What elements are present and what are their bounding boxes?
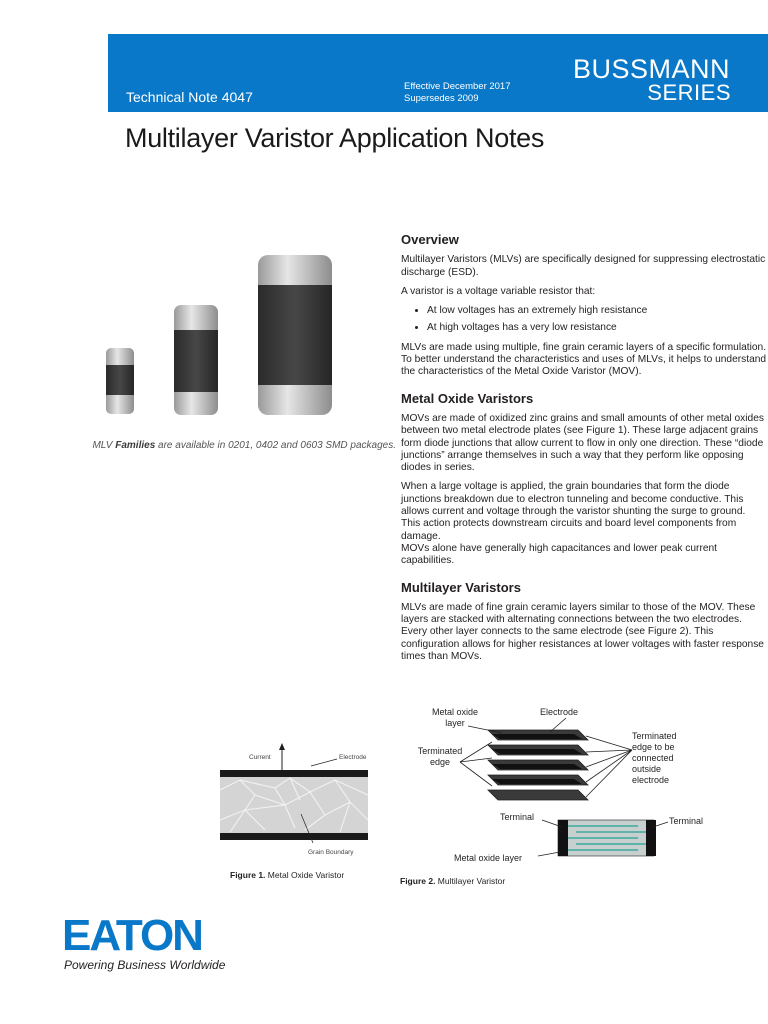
brand-series: SERIES	[647, 80, 731, 105]
brand-name: BUSSMANN	[572, 54, 730, 84]
mov-heading: Metal Oxide Varistors	[401, 390, 534, 406]
terminal-right-label: Terminal	[669, 816, 704, 826]
varistor-properties-list	[401, 305, 767, 335]
metal-oxide-layer-label-bottom: Metal oxide layer	[454, 853, 523, 863]
electrode-label-fig2: Electrode	[540, 707, 579, 717]
current-label: Current	[249, 754, 271, 761]
header-banner	[108, 34, 768, 112]
figure-1-caption: Figure 1. Metal Oxide Varistor	[230, 870, 345, 880]
eaton-tagline: Powering Business Worldwide	[64, 958, 226, 972]
overview-paragraph-3: MLVs are made using multiple, fine grain ceramic layers of a specific formulation. To better understand the characteristics and uses of MLVs, it helps to understand the characteristics of the Metal Oxide Varistor (MOV).	[401, 341, 767, 378]
photo-caption: MLV Families are available in 0201, 0402 and 0603 SMD packages.	[92, 440, 396, 451]
overview-heading: Overview	[401, 232, 459, 247]
terminal-left-label: Terminal	[500, 812, 535, 822]
body-column	[401, 234, 767, 670]
top-electrode	[220, 770, 368, 777]
stacked-layers	[488, 730, 588, 800]
chip-0201	[106, 348, 134, 414]
overview-paragraph-1: Multilayer Varistors (MLVs) are specifically designed for suppressing electrostatic discharge (ESD).	[401, 254, 766, 278]
caption-emphasis: Families	[115, 440, 156, 451]
effective-info	[404, 81, 511, 105]
mlv-heading: Multilayer Varistors	[401, 579, 521, 595]
mov-paragraph-1: MOVs are made of oxidized zinc grains and small amounts of other metal oxides between two metal electrode plates (see Figure 1). These large adjacent grains form diode junctions that allow current to flow in only one direction. These “diode junctions” arrange themselves in such a way that they perform like opposing diodes in series.	[401, 412, 764, 474]
overview-paragraph-2: A varistor is a voltage variable resistor that:	[401, 285, 596, 297]
list-item: • At high voltages has a very low resistance	[427, 322, 767, 334]
terminated-edge-label: Terminated edge	[417, 746, 463, 767]
electrode-label: Electrode	[339, 754, 367, 761]
mlv-cross-section	[558, 820, 656, 856]
logo-text: EATON	[62, 912, 202, 956]
grain-boundary-label: Grain Boundary	[308, 849, 354, 856]
eaton-logo	[62, 912, 202, 956]
mov-paragraph-2: When a large voltage is applied, the grain boundaries that form the diode junctions breakdown due to electron tunneling and become conductive. This allows current and voltage through the varistor shunting the surge to ground. This action protects downstream circuits and board level components from damage.	[401, 481, 746, 542]
chip-0402	[174, 305, 218, 415]
page-title: Multilayer Varistor Application Notes	[125, 123, 545, 153]
bottom-electrode	[220, 833, 368, 840]
chip-0603	[258, 255, 332, 415]
terminated-edge-outside-label: Terminated edge to be connected outside electrode	[632, 731, 677, 785]
effective-label: Effective	[404, 81, 441, 92]
figure-2-caption: Figure 2. Multilayer Varistor	[400, 876, 506, 886]
list-item: • At low voltages has an extremely high resistance	[427, 305, 767, 317]
metal-oxide-layer-label-top: Metal oxide layer	[431, 707, 479, 728]
mlv-chips-photo	[100, 250, 340, 420]
supersedes-text: Supersedes 2009	[404, 93, 479, 104]
effective-date: December 2017	[442, 81, 511, 92]
technical-note-number: Technical Note 4047	[126, 89, 253, 105]
mlv-paragraph-1: MLVs are made of fine grain ceramic layers similar to those of the MOV. These layers are stacked with alternating connections between the two electrodes. Every other layer connects to the same electrode (see Figure 2). This configuration allows for higher resistances at lower voltages with faster response times than MOVs.	[401, 601, 764, 663]
mov-paragraph-3: MOVs alone have generally high capacitances and lower peak current capabilities.	[401, 542, 717, 567]
